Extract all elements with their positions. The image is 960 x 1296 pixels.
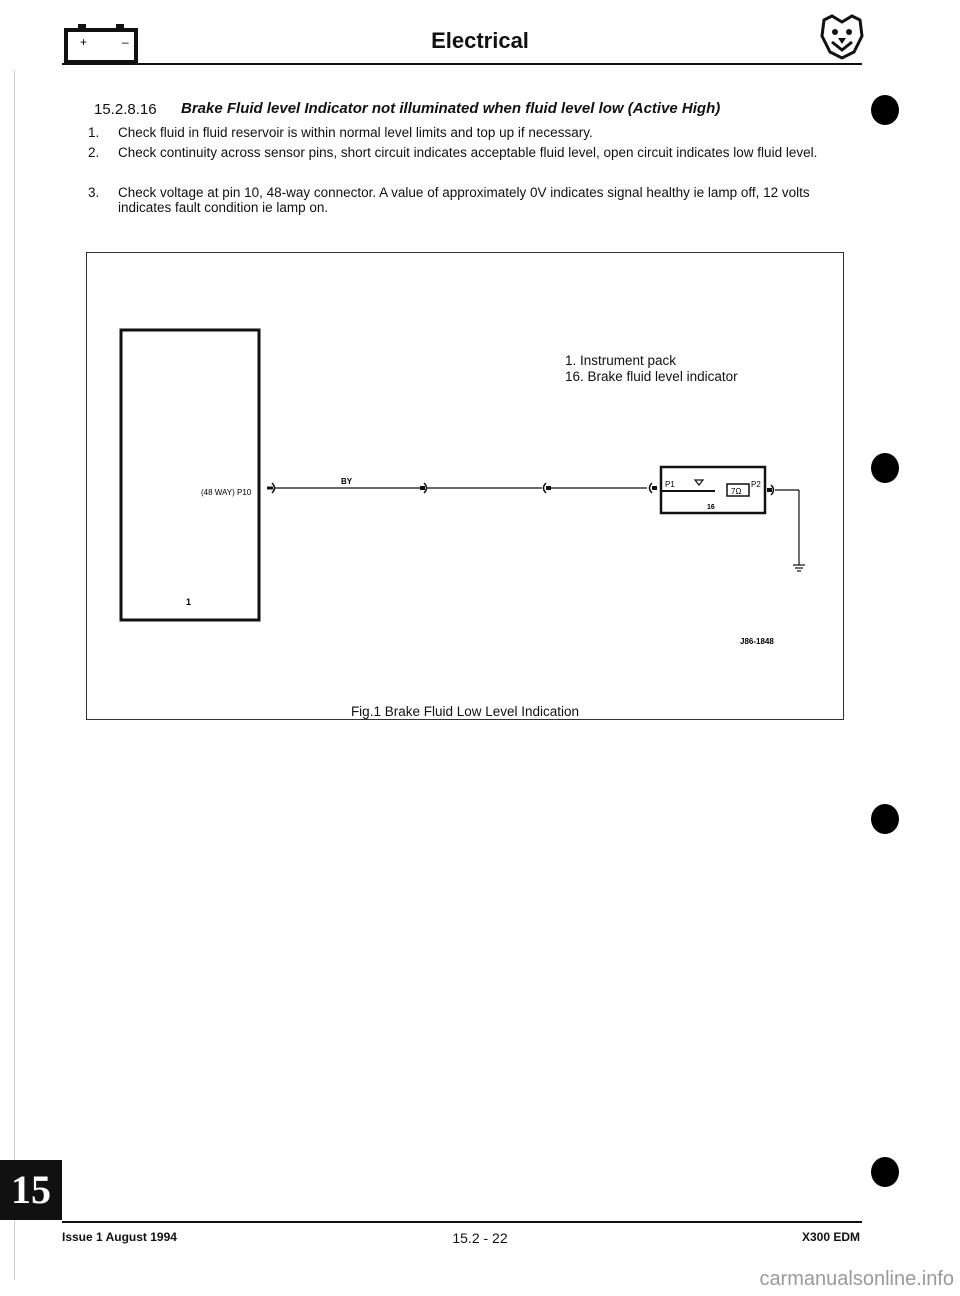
step-item — [88, 125, 858, 140]
legend-item: 16. Brake fluid level indicator — [565, 369, 738, 384]
step-item — [88, 185, 858, 215]
step-number: 2. — [88, 145, 100, 160]
footer-issue: Issue 1 August 1994 — [62, 1230, 177, 1244]
step-text: Check fluid in fluid reservoir is within normal level limits and top up if necessary. — [118, 125, 593, 140]
section-number: 15.2.8.16 — [94, 101, 157, 118]
reference-code: J86-1848 — [740, 637, 774, 646]
footer-page-number: 15.2 - 22 — [452, 1230, 508, 1246]
sensor-resistance: 7Ω — [731, 487, 742, 496]
figure-legend — [565, 353, 738, 385]
legend-item: 1. Instrument pack — [565, 353, 677, 368]
watermark: carmanualsonline.info — [759, 1268, 954, 1290]
page-header-title: Electrical — [431, 28, 529, 53]
page-edge-line — [14, 70, 15, 1280]
binder-hole — [871, 453, 899, 483]
sensor-pin2-label: P2 — [751, 480, 761, 489]
unit-number: 1 — [186, 597, 192, 607]
jaguar-head-icon — [818, 14, 866, 65]
wiring-diagram — [87, 253, 845, 721]
binder-hole — [871, 804, 899, 834]
header-rule — [62, 63, 862, 65]
step-item — [88, 145, 858, 160]
step-number: 1. — [88, 125, 100, 140]
binder-hole — [871, 1157, 899, 1187]
svg-text:+: + — [80, 35, 88, 49]
wire-label: BY — [341, 477, 353, 486]
binder-hole — [871, 95, 899, 125]
step-text: Check continuity across sensor pins, short circuit indicates acceptable fluid level, open circuit indicates low fluid level. — [118, 145, 818, 160]
figure-box — [86, 252, 844, 720]
footer-rule — [62, 1221, 862, 1223]
step-text: Check voltage at pin 10, 48-way connector. A value of approximately 0V indicates signal healthy ie lamp off, 12 volts indicates fault condition ie lamp on. — [118, 185, 810, 215]
footer-model: X300 EDM — [801, 1230, 860, 1244]
section-tab: 15 — [0, 1160, 62, 1220]
figure-caption: Fig.1 Brake Fluid Low Level Indication — [350, 704, 580, 719]
sensor-pin1-label: P1 — [665, 480, 675, 489]
instrument-pack-box — [121, 330, 259, 620]
step-number: 3. — [88, 185, 100, 200]
pin-label: (48 WAY) P10 — [201, 488, 252, 497]
sensor-number: 16 — [707, 504, 715, 511]
svg-text:–: – — [122, 35, 129, 49]
section-title: Brake Fluid level Indicator not illuminated when fluid level low (Active High) — [181, 100, 721, 117]
